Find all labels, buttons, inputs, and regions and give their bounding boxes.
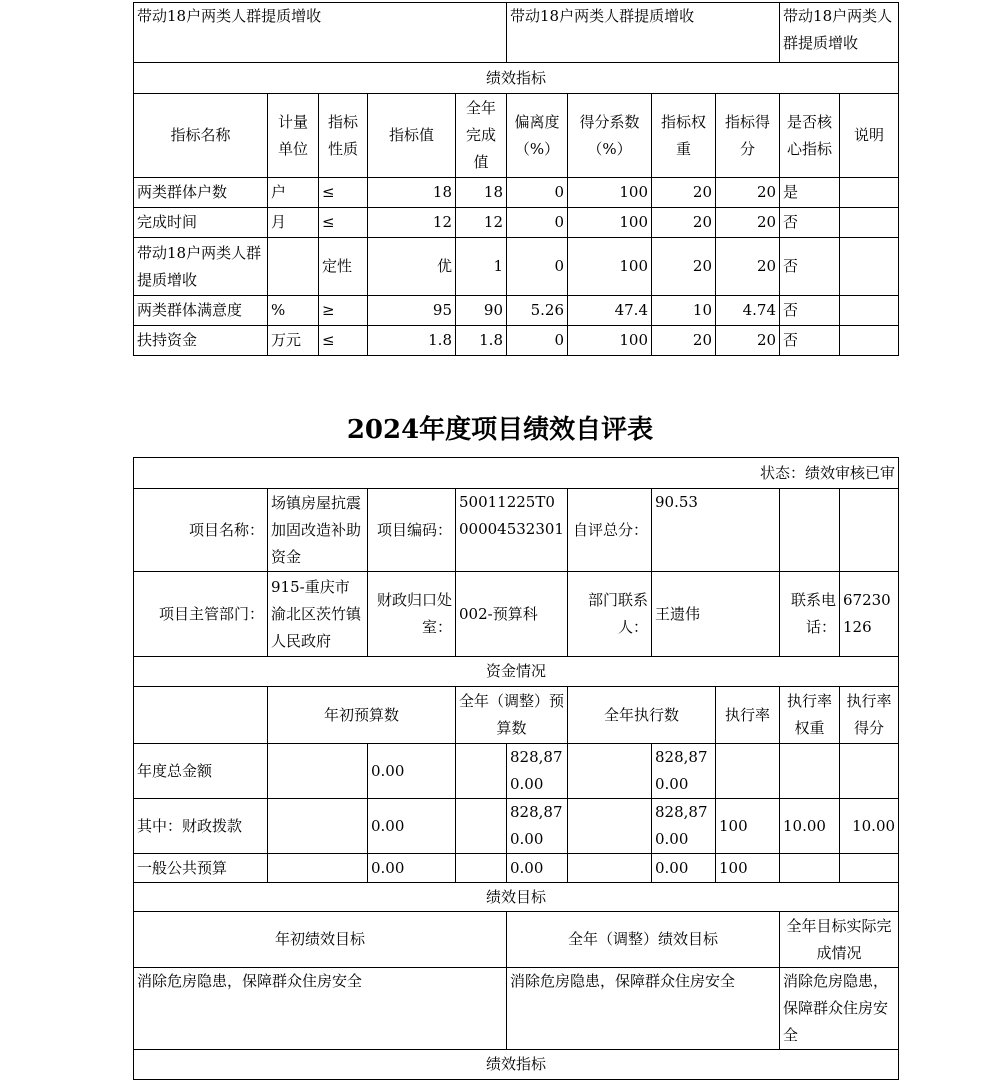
goals-row xyxy=(134,968,899,1050)
funds-executed: 828,870.00 xyxy=(652,799,716,854)
indicator-coefficient: 100 xyxy=(568,178,652,208)
self-evaluation-table xyxy=(133,457,899,1080)
funds-score xyxy=(840,744,899,799)
funds-initial: 0.00 xyxy=(368,744,456,799)
table-row xyxy=(134,238,899,296)
funds-row-label: 年度总金额 xyxy=(134,744,268,799)
project-code-value: 50011225T000004532301 xyxy=(456,489,568,572)
indicator-note xyxy=(840,238,899,296)
indicator-target: 12 xyxy=(368,208,456,238)
funds-score xyxy=(840,854,899,883)
indicator-coefficient: 100 xyxy=(568,326,652,356)
status-label: 状态：绩效审核已审 xyxy=(134,458,899,489)
indicator-score: 20 xyxy=(716,208,780,238)
indicator-note xyxy=(840,208,899,238)
indicator-name: 两类群体户数 xyxy=(134,178,268,208)
indicator-deviation: 0 xyxy=(507,208,568,238)
goal-cell: 消除危房隐患，保障群众住房安全 xyxy=(507,968,780,1050)
department-info-row xyxy=(134,572,899,657)
funds-executed: 828,870.00 xyxy=(652,744,716,799)
funds-initial: 0.00 xyxy=(368,799,456,854)
indicator-weight: 10 xyxy=(652,296,716,326)
empty-cell xyxy=(268,799,368,854)
col-header: 说明 xyxy=(840,94,899,178)
indicator-nature: ≤ xyxy=(319,178,368,208)
funds-weight: 10.00 xyxy=(780,799,840,854)
section-title: 绩效指标 xyxy=(134,63,899,94)
indicator-weight: 20 xyxy=(652,326,716,356)
indicator-coefficient: 47.4 xyxy=(568,296,652,326)
indicator-core: 否 xyxy=(780,296,840,326)
indicator-nature: ≤ xyxy=(319,208,368,238)
indicator-core: 否 xyxy=(780,238,840,296)
col-header: 指标名称 xyxy=(134,94,268,178)
empty-cell xyxy=(268,744,368,799)
goals-header-row xyxy=(134,912,899,968)
indicator-nature: ≥ xyxy=(319,296,368,326)
project-name-label: 项目名称： xyxy=(134,489,268,572)
funds-section-title: 资金情况 xyxy=(134,657,899,687)
empty-cell xyxy=(780,489,840,572)
funds-adjusted: 828,870.00 xyxy=(507,744,568,799)
indicator-coefficient: 100 xyxy=(568,238,652,296)
funds-row xyxy=(134,799,899,854)
col-header: 执行率权重 xyxy=(780,687,840,744)
funds-initial: 0.00 xyxy=(368,854,456,883)
indicator-target: 优 xyxy=(368,238,456,296)
indicator-target: 1.8 xyxy=(368,326,456,356)
col-header: 全年执行数 xyxy=(568,687,716,744)
col-header: 执行率 xyxy=(716,687,780,744)
goals-section-title: 绩效目标 xyxy=(134,883,899,912)
funds-weight xyxy=(780,854,840,883)
indicator-name: 扶持资金 xyxy=(134,326,268,356)
indicator-score: 20 xyxy=(716,178,780,208)
indicator-unit: % xyxy=(268,296,319,326)
col-header: 全年（调整）绩效目标 xyxy=(507,912,780,968)
indicators-table-continued xyxy=(133,2,899,356)
indicator-actual: 12 xyxy=(456,208,507,238)
funds-rate xyxy=(716,744,780,799)
empty-cell xyxy=(568,744,652,799)
indicator-actual: 1 xyxy=(456,238,507,296)
indicator-weight: 20 xyxy=(652,208,716,238)
col-header: 偏离度（%） xyxy=(507,94,568,178)
indicator-name: 带动18户两类人群提质增收 xyxy=(134,238,268,296)
indicator-target: 18 xyxy=(368,178,456,208)
col-header: 全年完成值 xyxy=(456,94,507,178)
goal-cell: 带动18户两类人群提质增收 xyxy=(134,3,507,63)
funds-row xyxy=(134,854,899,883)
project-name-value: 场镇房屋抗震加固改造补助资金 xyxy=(268,489,368,572)
col-header: 执行率得分 xyxy=(840,687,899,744)
table-row xyxy=(134,326,899,356)
table-row xyxy=(134,296,899,326)
indicator-name: 两类群体满意度 xyxy=(134,296,268,326)
goal-cell: 消除危房隐患，保障群众住房安全 xyxy=(780,968,899,1050)
project-code-label: 项目编码： xyxy=(368,489,456,572)
goal-row xyxy=(134,3,899,63)
empty-cell xyxy=(456,799,507,854)
indicator-nature: 定性 xyxy=(319,238,368,296)
page-title: 2024年度项目绩效自评表 xyxy=(346,415,654,445)
contact-value: 王遗伟 xyxy=(652,572,780,657)
empty-cell xyxy=(456,854,507,883)
dept-value: 915-重庆市渝北区茨竹镇人民政府 xyxy=(268,572,368,657)
indicator-core: 否 xyxy=(780,208,840,238)
dept-label: 项目主管部门： xyxy=(134,572,268,657)
funds-header-row xyxy=(134,687,899,744)
phone-label: 联系电话： xyxy=(780,572,840,657)
col-header: 指标得分 xyxy=(716,94,780,178)
indicator-score: 20 xyxy=(716,326,780,356)
table-row xyxy=(134,208,899,238)
indicator-note xyxy=(840,178,899,208)
empty-cell xyxy=(840,489,899,572)
indicator-deviation: 0 xyxy=(507,326,568,356)
col-header: 年初预算数 xyxy=(268,687,456,744)
indicator-weight: 20 xyxy=(652,178,716,208)
empty-cell xyxy=(568,854,652,883)
empty-cell xyxy=(568,799,652,854)
col-header: 得分系数（%） xyxy=(568,94,652,178)
col-header: 指标值 xyxy=(368,94,456,178)
indicator-weight: 20 xyxy=(652,238,716,296)
indicator-actual: 90 xyxy=(456,296,507,326)
col-header: 年初绩效目标 xyxy=(134,912,507,968)
empty-cell xyxy=(134,687,268,744)
indicators-section-title: 绩效指标 xyxy=(134,1050,899,1080)
indicator-name: 完成时间 xyxy=(134,208,268,238)
self-score-label: 自评总分： xyxy=(568,489,652,572)
contact-label: 部门联系人： xyxy=(568,572,652,657)
col-header: 是否核心指标 xyxy=(780,94,840,178)
indicator-unit: 户 xyxy=(268,178,319,208)
indicator-deviation: 0 xyxy=(507,178,568,208)
finance-value: 002-预算科 xyxy=(456,572,568,657)
funds-rate: 100 xyxy=(716,799,780,854)
funds-row-label: 其中：财政拨款 xyxy=(134,799,268,854)
project-info-row xyxy=(134,489,899,572)
goal-cell: 带动18户两类人群提质增收 xyxy=(780,3,899,63)
indicator-target: 95 xyxy=(368,296,456,326)
funds-executed: 0.00 xyxy=(652,854,716,883)
col-header: 计量单位 xyxy=(268,94,319,178)
table-row xyxy=(134,178,899,208)
indicator-score: 4.74 xyxy=(716,296,780,326)
funds-score: 10.00 xyxy=(840,799,899,854)
indicator-note xyxy=(840,296,899,326)
self-score-value: 90.53 xyxy=(652,489,780,572)
indicator-actual: 1.8 xyxy=(456,326,507,356)
funds-adjusted: 828,870.00 xyxy=(507,799,568,854)
col-header: 指标权重 xyxy=(652,94,716,178)
indicator-unit: 万元 xyxy=(268,326,319,356)
goal-cell: 带动18户两类人群提质增收 xyxy=(507,3,780,63)
indicator-actual: 18 xyxy=(456,178,507,208)
finance-label: 财政归口处室： xyxy=(368,572,456,657)
funds-weight xyxy=(780,744,840,799)
empty-cell xyxy=(456,744,507,799)
indicator-note xyxy=(840,326,899,356)
indicator-deviation: 0 xyxy=(507,238,568,296)
col-header: 全年目标实际完成情况 xyxy=(780,912,899,968)
goal-cell: 消除危房隐患，保障群众住房安全 xyxy=(134,968,507,1050)
empty-cell xyxy=(268,854,368,883)
header-row xyxy=(134,94,899,178)
funds-adjusted: 0.00 xyxy=(507,854,568,883)
indicator-unit xyxy=(268,238,319,296)
phone-value: 67230126 xyxy=(840,572,899,657)
col-header: 全年（调整）预算数 xyxy=(456,687,568,744)
indicator-nature: ≤ xyxy=(319,326,368,356)
indicator-score: 20 xyxy=(716,238,780,296)
indicator-core: 否 xyxy=(780,326,840,356)
indicator-coefficient: 100 xyxy=(568,208,652,238)
funds-row-label: 一般公共预算 xyxy=(134,854,268,883)
funds-row xyxy=(134,744,899,799)
indicator-unit: 月 xyxy=(268,208,319,238)
indicator-deviation: 5.26 xyxy=(507,296,568,326)
indicator-core: 是 xyxy=(780,178,840,208)
col-header: 指标性质 xyxy=(319,94,368,178)
funds-rate: 100 xyxy=(716,854,780,883)
